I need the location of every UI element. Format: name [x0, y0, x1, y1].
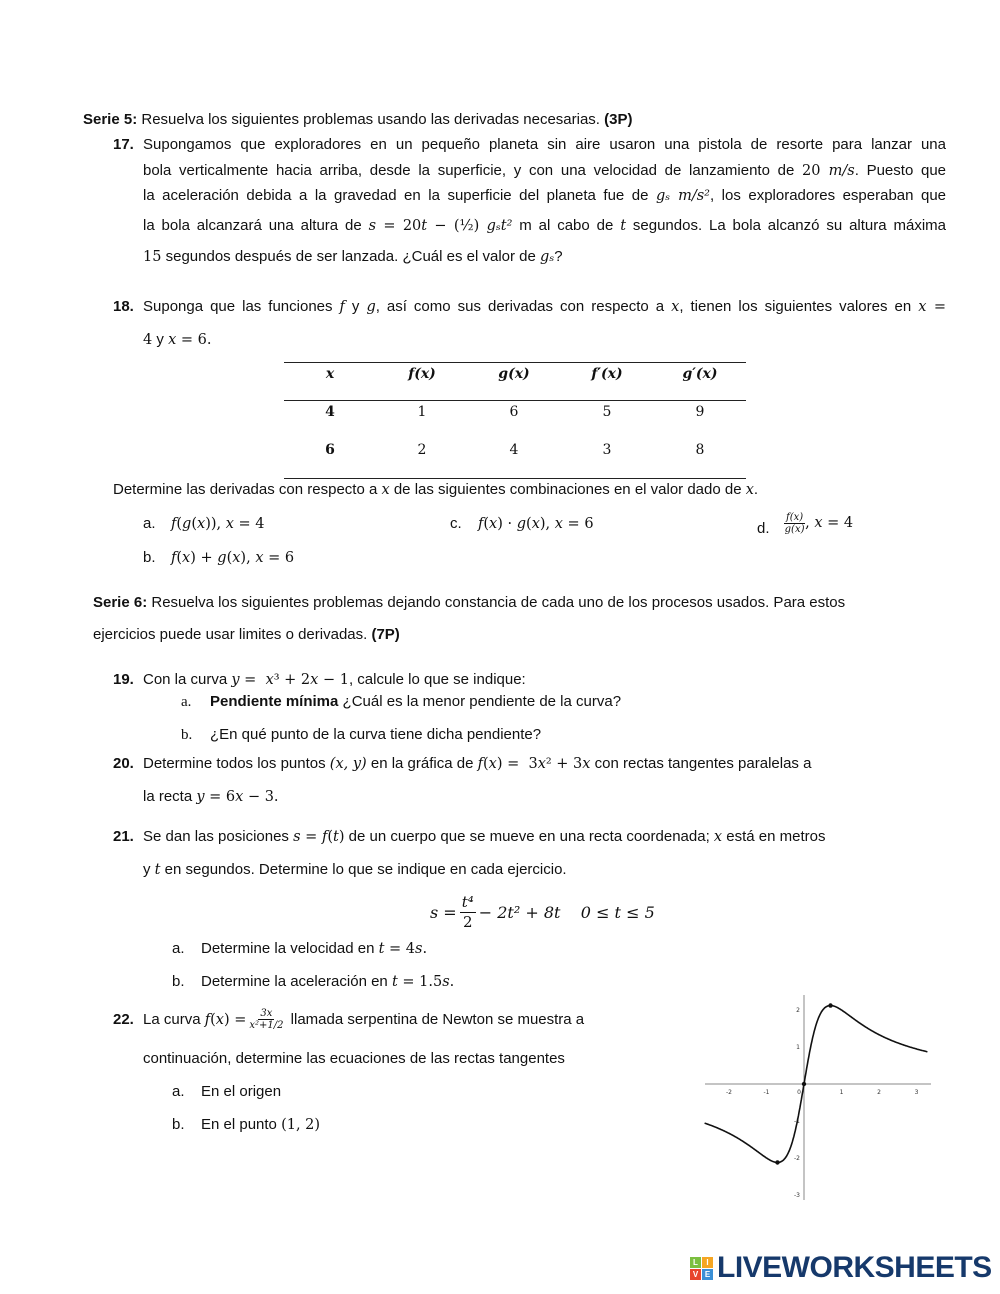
text-run: Determine las derivadas con respecto a [113, 481, 382, 498]
liveworksheets-logo [690, 1253, 992, 1283]
math-run: s [415, 941, 423, 957]
logo-text: LIVEWORKSHEETS [717, 1251, 992, 1284]
math-run: 15 [143, 249, 162, 265]
math-run: = 4 [384, 941, 416, 957]
table-cell: 9 [695, 404, 705, 420]
y-tick-label: 2 [796, 1007, 800, 1014]
table-cell: 5 [602, 404, 612, 420]
x-tick-label: 2 [877, 1089, 881, 1096]
table-cell: 2 [417, 442, 427, 458]
serpentine-graph [703, 995, 933, 1205]
text-run: , calcule lo que se indique: [348, 671, 526, 688]
math-run: f [171, 516, 177, 532]
text-run: la aceleración debida a la gravedad en la superficie del planeta fue de [143, 187, 656, 204]
problem-17-line [143, 247, 563, 267]
curve-point [802, 1082, 806, 1086]
math-run: t [620, 218, 627, 234]
math-run: . [422, 941, 428, 957]
x-tick-label: -2 [726, 1089, 732, 1096]
math-run: − (½) [427, 218, 487, 234]
math-run: gₛ [540, 249, 555, 265]
text-run: de las siguientes combinaciones en el valor dado de [389, 481, 746, 498]
table-cell: 4 [509, 442, 519, 458]
math-run: 4 [143, 332, 153, 348]
item-label: c. [450, 515, 462, 532]
text-run: Suponga que las funciones [143, 298, 340, 315]
item-label: b. [172, 973, 185, 990]
math-run: (x, y) [329, 756, 367, 772]
item-label: a. [181, 694, 192, 710]
denominator: 2 [462, 913, 473, 931]
text-run: llamada serpentina de Newton se muestra a [286, 1010, 585, 1028]
formula-rhs: − 2t² + 8t 0 ≤ t ≤ 5 [478, 902, 655, 922]
y-tick-label: 1 [796, 1044, 800, 1051]
fraction [784, 512, 805, 535]
math-run: x [215, 1011, 224, 1028]
math-run: )) [205, 516, 217, 532]
text-run: la recta [143, 788, 197, 805]
numerator: f(x) [786, 512, 804, 523]
math-run: g [516, 516, 527, 532]
formula-lhs: s = [430, 902, 457, 922]
text-run: en segundos. Determine lo que se indique en cada ejercicio. [160, 861, 567, 878]
problem-18-number: 18. [113, 298, 134, 315]
math-run: s [368, 218, 377, 234]
math-run: t [332, 829, 339, 845]
item-18d [784, 512, 853, 535]
table-cell: 6 [509, 404, 519, 420]
math-run: gₛt² [486, 218, 513, 234]
math-run: x [197, 516, 206, 532]
math-run: f [204, 1011, 211, 1028]
math-run: ), [539, 516, 555, 532]
problem-22-post [286, 1010, 584, 1030]
math-run: x [182, 550, 191, 566]
math-run: y [231, 672, 240, 688]
problem-18-line [143, 330, 211, 350]
math-run: , [805, 515, 815, 532]
math-run: − 3. [243, 789, 279, 805]
table-header: x [325, 366, 335, 382]
text-run: m al cabo de [512, 217, 621, 234]
math-run: x [488, 756, 497, 772]
denominator: g(x) [784, 524, 805, 535]
math-run: x [381, 482, 390, 498]
text-run: La curva [143, 1010, 205, 1028]
text-run: Determine todos los puntos [143, 755, 330, 772]
text-run: Resuelva los siguientes problemas dejando constancia de cada uno de los procesos usados. Para estos [151, 594, 846, 611]
problem-21-number: 21. [113, 828, 134, 845]
problem-18-instruction [113, 480, 758, 500]
text-run: ejercicios puede usar limites o derivadas. [93, 626, 372, 643]
problem-17-line [143, 161, 946, 181]
text-run: , los exploradores esperaban que [709, 187, 947, 204]
problem-22-line [143, 1049, 565, 1069]
problem-17-line [143, 216, 946, 236]
math-run: ( [176, 516, 183, 532]
table-rule [284, 400, 746, 401]
x-tick-label: 3 [914, 1089, 919, 1096]
text-run: , así como sus derivadas con respecto a [375, 298, 672, 315]
math-run: = 20 [376, 218, 422, 234]
position-formula [430, 893, 655, 932]
denominator: x²+1/2 [249, 1020, 284, 1031]
math-run: x [918, 299, 927, 315]
text-run: está en metros [722, 828, 826, 845]
item-label: d. [757, 520, 770, 537]
problem-17-number: 17. [113, 136, 134, 153]
math-run: ( [482, 756, 489, 772]
math-run: = [926, 299, 946, 315]
math-run: g [182, 516, 192, 532]
text-run: segundos. La bola alcanzó su altura máxima [626, 217, 947, 234]
text-run: . [753, 481, 759, 498]
math-run: = 6 [204, 789, 236, 805]
y-tick-label: -2 [794, 1155, 800, 1162]
text-run: y [344, 298, 367, 315]
math-run: = [239, 672, 266, 688]
math-run: x [537, 756, 546, 772]
table-header: g′(x) [682, 366, 718, 382]
math-run: ) = [223, 1011, 247, 1028]
logo-block: L [690, 1257, 701, 1268]
math-run: f [339, 299, 345, 315]
text-run: y [152, 331, 169, 348]
math-run: gₛ m/s² [655, 188, 710, 204]
text-run: . Puesto que [854, 162, 947, 179]
logo-blocks [690, 1257, 713, 1280]
math-run: ( [483, 516, 490, 532]
problem-19-number: 19. [113, 671, 134, 688]
math-run: x [582, 756, 591, 772]
text-run: con rectas tangentes paralelas a [590, 755, 812, 772]
y-tick-label: -3 [794, 1192, 800, 1199]
text-run: Se dan las posiciones [143, 828, 294, 845]
table-cell: 8 [695, 442, 705, 458]
logo-block: I [702, 1257, 713, 1268]
math-run: ( [327, 829, 333, 845]
item-19a [210, 692, 621, 712]
math-run: = 6. [176, 332, 212, 348]
math-run: = 4 [233, 516, 265, 532]
math-run: x [713, 829, 723, 845]
math-run: x [232, 550, 241, 566]
problem-17-line [143, 186, 946, 206]
text-run: Supongamos que exploradores en un pequeño planeta sin aire usaron una pistola de resorte para lanzar una [143, 136, 946, 153]
item-18a [171, 514, 265, 534]
math-run: ) · [497, 516, 517, 532]
math-run: , [216, 516, 226, 532]
math-run: t [391, 974, 398, 990]
math-run: x [489, 516, 498, 532]
text-run: continuación, determine las ecuaciones de las rectas tangentes [143, 1050, 565, 1067]
table-rule [284, 362, 746, 363]
math-run: t [378, 941, 385, 957]
math-run: ³ + 2 [273, 672, 311, 688]
table-header: f(x) [408, 366, 436, 382]
item-22b [201, 1115, 320, 1135]
math-run: ) [338, 829, 345, 845]
text-run: ¿Cuál es la menor pendiente de la curva? [342, 693, 622, 710]
problem-22-pre [143, 1010, 246, 1030]
text-run: Determine la velocidad en [201, 940, 379, 957]
numerator: t⁴ [461, 893, 474, 911]
item-label: b. [181, 727, 193, 743]
math-run: x [310, 672, 319, 688]
math-run: (1, 2) [281, 1117, 321, 1133]
table-cell: 1 [417, 404, 427, 420]
text-run: de un cuerpo que se mueve en una recta coordenada; [344, 828, 714, 845]
math-run: = [300, 829, 322, 845]
math-run: 20 [802, 163, 829, 179]
item-19b [210, 725, 541, 745]
text-run: Con la curva [143, 671, 232, 688]
math-run: g [217, 550, 227, 566]
problem-17-line [143, 135, 946, 155]
math-run: ² + 3 [545, 756, 583, 772]
bold-run: Serie 5: [83, 111, 142, 128]
y-tick-label: -1 [794, 1118, 800, 1125]
text-run: En el origen [201, 1083, 282, 1100]
serie5-header [83, 110, 632, 130]
problem-18-line [143, 297, 946, 317]
numerator: 3x [260, 1008, 273, 1019]
bold-run: Pendiente mínima [210, 693, 343, 710]
math-run: x [531, 516, 540, 532]
math-run: x [745, 482, 754, 498]
item-18d-tail [805, 514, 853, 531]
math-run: ( [176, 550, 183, 566]
text-run: Determine la aceleración en [201, 973, 392, 990]
text-run: en la gráfica de [366, 755, 478, 772]
math-run: x [235, 789, 244, 805]
curve-point [775, 1160, 779, 1164]
text-run: y [143, 861, 155, 878]
problem-21-line [143, 827, 826, 847]
math-run: = 1.5 [397, 974, 443, 990]
text-run: En el punto [201, 1116, 282, 1133]
curve-point [828, 1003, 832, 1007]
math-run: s [442, 974, 450, 990]
math-run: = 4 [822, 515, 854, 532]
table-header: g(x) [498, 366, 530, 382]
problem-20-line [143, 787, 279, 807]
text-run: segundos después de ser lanzada. ¿Cuál es el valor de [161, 248, 541, 265]
x-tick-label: 0 [797, 1089, 801, 1096]
fraction [249, 1008, 283, 1031]
math-run: = 6 [263, 550, 295, 566]
math-run: = 6 [562, 516, 594, 532]
bold-run: (7P) [371, 626, 400, 643]
text-run: bola verticalmente hacia arriba, desde la superficie, y con una velocidad de lanzamiento de [143, 162, 803, 179]
serie6-header [93, 593, 845, 613]
x-tick-label: 1 [839, 1089, 844, 1096]
serie6-header [93, 625, 400, 645]
item-label: b. [143, 549, 156, 566]
table-rule [284, 478, 746, 479]
math-run: ( [210, 1011, 216, 1028]
math-run: ), [240, 550, 256, 566]
item-label: a. [172, 940, 185, 957]
table-cell: 4 [325, 404, 335, 420]
problem-22-line [143, 1008, 584, 1031]
item-label: a. [143, 515, 156, 532]
math-run: y [196, 789, 205, 805]
math-run: x [671, 299, 680, 315]
math-run: ( [191, 516, 198, 532]
fraction [460, 893, 476, 932]
math-run: x [225, 516, 234, 532]
math-run: t [154, 862, 161, 878]
math-run: ( [526, 516, 532, 532]
math-run: ) + [190, 550, 218, 566]
text-run: Resuelva los siguientes problemas usando las derivadas necesarias. [141, 111, 605, 128]
item-22a [201, 1082, 281, 1102]
item-21a [201, 939, 427, 959]
problem-20-number: 20. [113, 755, 134, 772]
item-label: a. [172, 1083, 185, 1100]
math-run: x [255, 550, 264, 566]
item-18b [171, 548, 294, 568]
math-run: g [366, 299, 376, 315]
x-tick-label: -1 [763, 1089, 770, 1096]
text-run: , tienen los siguientes valores en [679, 298, 919, 315]
math-run: ) = 3 [496, 756, 538, 772]
item-18c [478, 514, 594, 534]
math-run: f [171, 550, 177, 566]
logo-block: E [702, 1269, 713, 1280]
item-label: b. [172, 1116, 185, 1133]
text-run: la bola alcanzará una altura de [143, 217, 369, 234]
table-header: f′(x) [591, 366, 623, 382]
problem-20-line [143, 754, 811, 774]
math-run: x [265, 672, 274, 688]
math-run: x [814, 515, 823, 532]
math-run: . [449, 974, 455, 990]
problem-19-line [143, 670, 526, 690]
bold-run: Serie 6: [93, 594, 152, 611]
math-run: − 1 [318, 672, 349, 688]
math-run: f [478, 516, 484, 532]
bold-run: (3P) [604, 111, 633, 128]
math-run: x [554, 516, 563, 532]
table-cell: 3 [602, 442, 612, 458]
math-run: ( [226, 550, 233, 566]
math-run: m/s [828, 163, 855, 179]
math-run: f [321, 829, 328, 845]
problem-21-line [143, 860, 567, 880]
text-run: ¿En qué punto de la curva tiene dicha pendiente? [210, 726, 542, 743]
math-run: t [421, 218, 428, 234]
item-21b [201, 972, 454, 992]
math-run: s [293, 829, 301, 845]
problem-22-number: 22. [113, 1011, 134, 1028]
math-run: x [168, 332, 177, 348]
logo-block: V [690, 1269, 701, 1280]
math-run: f [477, 756, 483, 772]
table-cell: 6 [325, 442, 335, 458]
text-run: ? [554, 248, 563, 265]
